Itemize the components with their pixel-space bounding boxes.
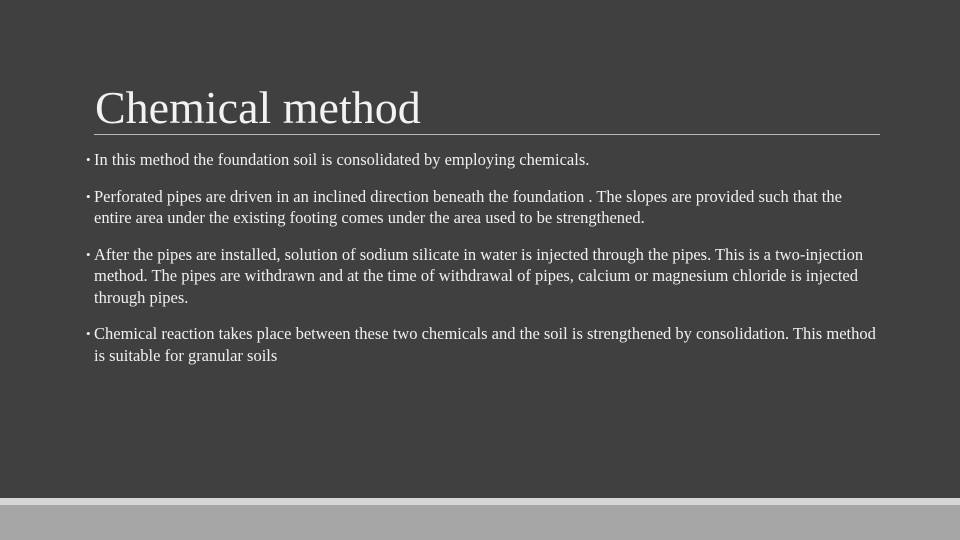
bullet-text: After the pipes are installed, solution of sodium silicate in water is injected through the pipes. This is a two-injection method. The pipes are withdrawn and at the time of withdrawal of pipes, calcium or magnesium chloride is injected through pipes. bbox=[94, 244, 864, 307]
title-divider bbox=[94, 134, 880, 135]
bullet-icon: • bbox=[86, 246, 91, 262]
footer-band-light bbox=[0, 498, 960, 505]
bullet-icon: • bbox=[86, 152, 91, 167]
bullet-text: Perforated pipes are driven in an inclined direction beneath the foundation . The slopes are provided such that the entire area under the existing footing comes under the area used to be strengthened. bbox=[94, 186, 842, 227]
bullet-item bbox=[86, 323, 876, 366]
bullet-text: Chemical reaction takes place between these two chemicals and the soil is strengthened by consolidation. This method is suitable for granular soils bbox=[94, 324, 876, 365]
bullet-list bbox=[86, 149, 876, 381]
bullet-icon: • bbox=[86, 188, 91, 204]
bullet-item bbox=[86, 186, 876, 229]
bullet-icon: • bbox=[86, 326, 91, 341]
footer-band-dark bbox=[0, 505, 960, 540]
bullet-item bbox=[86, 244, 876, 309]
slide-title: Chemical method bbox=[95, 82, 421, 133]
bullet-text: In this method the foundation soil is consolidated by employing chemicals. bbox=[94, 150, 590, 169]
bullet-item bbox=[86, 149, 876, 171]
